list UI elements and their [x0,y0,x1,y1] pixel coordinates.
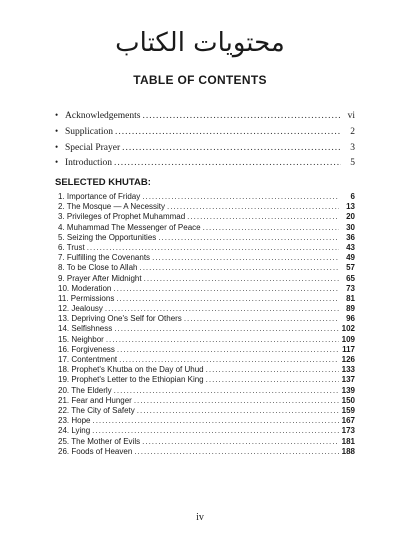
entry-page-number: 65 [346,273,355,283]
dot-leader [87,243,339,253]
dot-leader [116,294,339,304]
entry-title: 3. Privileges of Prophet Muhammad [58,212,186,222]
dot-leader [134,396,339,406]
bullet-icon: • [55,157,59,168]
arabic-calligraphy-heading: محتويات الكتاب [115,28,285,58]
toc-entry [58,304,355,314]
entry-page-number: 6 [350,192,355,201]
page-title: TABLE OF CONTENTS [133,73,267,87]
toc-entry [55,157,355,173]
entry-page-number: 20 [346,212,355,222]
page-number-footer: iv [196,512,204,523]
entry-title: Special Prayer [65,142,121,153]
entry-title: 17. Contentment [58,355,118,364]
entry-page-number: 36 [346,232,355,242]
toc-entry [58,253,355,263]
dot-leader [206,365,339,375]
toc-entry [58,426,355,436]
entry-page-number: 173 [341,426,355,436]
entry-title: 5. Seizing the Opportunities [58,232,157,242]
toc-entry [58,192,355,202]
dot-leader [158,233,339,243]
entry-page-number: 89 [346,304,355,314]
entry-page-number: 126 [341,355,355,364]
toc-entry [58,416,355,426]
entry-title: 4. Muhammad The Messenger of Peace [58,222,201,232]
entry-page-number: 57 [346,263,355,273]
dot-leader [115,127,341,137]
dot-leader [92,426,339,436]
bullet-icon: • [55,125,59,136]
bullet-icon: • [55,110,59,120]
entry-page-number: 167 [341,416,355,426]
toc-entry [58,223,355,233]
entry-page-number: 137 [341,375,355,385]
dot-leader [134,447,339,457]
entry-page-number: 117 [342,344,355,354]
entry-page-number: 73 [346,283,355,293]
entry-title: 10. Moderation [58,283,112,293]
dot-leader [142,437,339,447]
dot-leader [122,143,341,153]
entry-page-number: 3 [350,142,355,153]
toc-entry [58,355,355,365]
entry-page-number: 109 [341,334,355,344]
toc-entry [58,294,355,304]
entry-title: 15. Neighbor [58,334,104,344]
entry-page-number: 102 [341,324,355,334]
entry-page-number: 13 [346,202,355,212]
entry-title: 21. Fear and Hunger [58,395,132,405]
dot-leader [113,284,339,294]
toc-entry [58,314,355,324]
entry-page-number: 96 [346,314,355,324]
entry-title: 13. Depriving One's Self for Others [58,314,182,324]
entry-title: 2. The Mosque — A Necessity [58,202,166,212]
entry-title: 8. To be Close to Allah [58,263,138,273]
toc-entry [58,243,355,253]
dot-leader [203,223,339,233]
entry-title: 19. Prophet's Letter to the Ethiopian King [58,375,204,385]
toc-entry [58,284,355,294]
dot-leader [119,355,339,365]
toc-entry [58,375,355,385]
entry-title: 23. Hope [58,416,91,426]
toc-entry [58,447,355,457]
toc-entry [58,365,355,375]
entry-page-number: 150 [341,395,355,405]
bullet-icon: • [55,141,59,152]
toc-entry [58,263,355,273]
entry-page-number: 43 [346,242,355,252]
toc-entry [58,274,355,284]
toc-entry [58,335,355,345]
entry-title: 9. Prayer After Midnight [58,273,142,283]
dot-leader [142,111,341,121]
entry-title: 25. The Mother of Evils [58,436,141,446]
dot-leader [142,192,339,202]
toc-entry [58,406,355,416]
dot-leader [117,345,339,355]
entry-page-number: 2 [350,126,355,137]
entry-page-number: 30 [346,222,355,232]
toc-entry [58,345,355,355]
entry-page-number: 159 [341,405,355,415]
entry-page-number: 81 [346,293,355,303]
entry-title: 18. Prophet's Khutba on the Day of Uhud [58,365,204,375]
entry-page-number: 133 [341,365,355,375]
toc-entry [58,437,355,447]
entry-page-number: 139 [341,385,355,395]
toc-entry [58,212,355,222]
toc-entry [58,233,355,243]
toc-entry [55,110,355,126]
section-heading: SELECTED KHUTAB: [55,177,151,188]
entry-title: 11. Permissions [58,293,115,303]
entry-title: Acknowledgements [65,111,141,121]
dot-leader [92,416,339,426]
entry-title: 22. The City of Safety [58,405,135,415]
dot-leader [106,335,339,345]
toc-entry [55,126,355,142]
entry-title: 14. Selfishness [58,324,113,334]
dot-leader [152,253,339,263]
entry-title: 20. The Elderly [58,385,112,395]
dot-leader [137,406,339,416]
entry-page-number: 49 [346,253,355,263]
entry-page-number: vi [347,111,355,121]
toc-entry [58,396,355,406]
dot-leader [167,202,339,212]
dot-leader [105,304,339,314]
dot-leader [114,324,339,334]
entry-title: 24. Lying [58,426,91,436]
dot-leader [139,263,339,273]
entry-page-number: 181 [341,436,355,446]
front-matter-list [55,110,355,173]
dot-leader [114,158,341,168]
khutab-list [58,192,355,457]
dot-leader [184,314,339,324]
dot-leader [114,386,339,396]
toc-entry [58,386,355,396]
entry-title: 26. Foods of Heaven [58,446,133,456]
dot-leader [144,274,339,284]
entry-title: Supplication [65,126,114,137]
toc-entry [55,142,355,158]
entry-title: 16. Forgiveness [58,344,115,354]
entry-title: 12. Jealousy [58,304,103,314]
entry-title: Introduction [65,158,112,169]
entry-page-number: 188 [341,446,355,456]
dot-leader [187,212,339,222]
entry-page-number: 5 [350,158,355,169]
entry-title: 6. Trust [58,242,85,252]
entry-title: 7. Fulfilling the Covenants [58,253,151,263]
toc-entry [58,324,355,334]
dot-leader [206,375,339,385]
toc-entry [58,202,355,212]
entry-title: 1. Importance of Friday [58,192,141,201]
